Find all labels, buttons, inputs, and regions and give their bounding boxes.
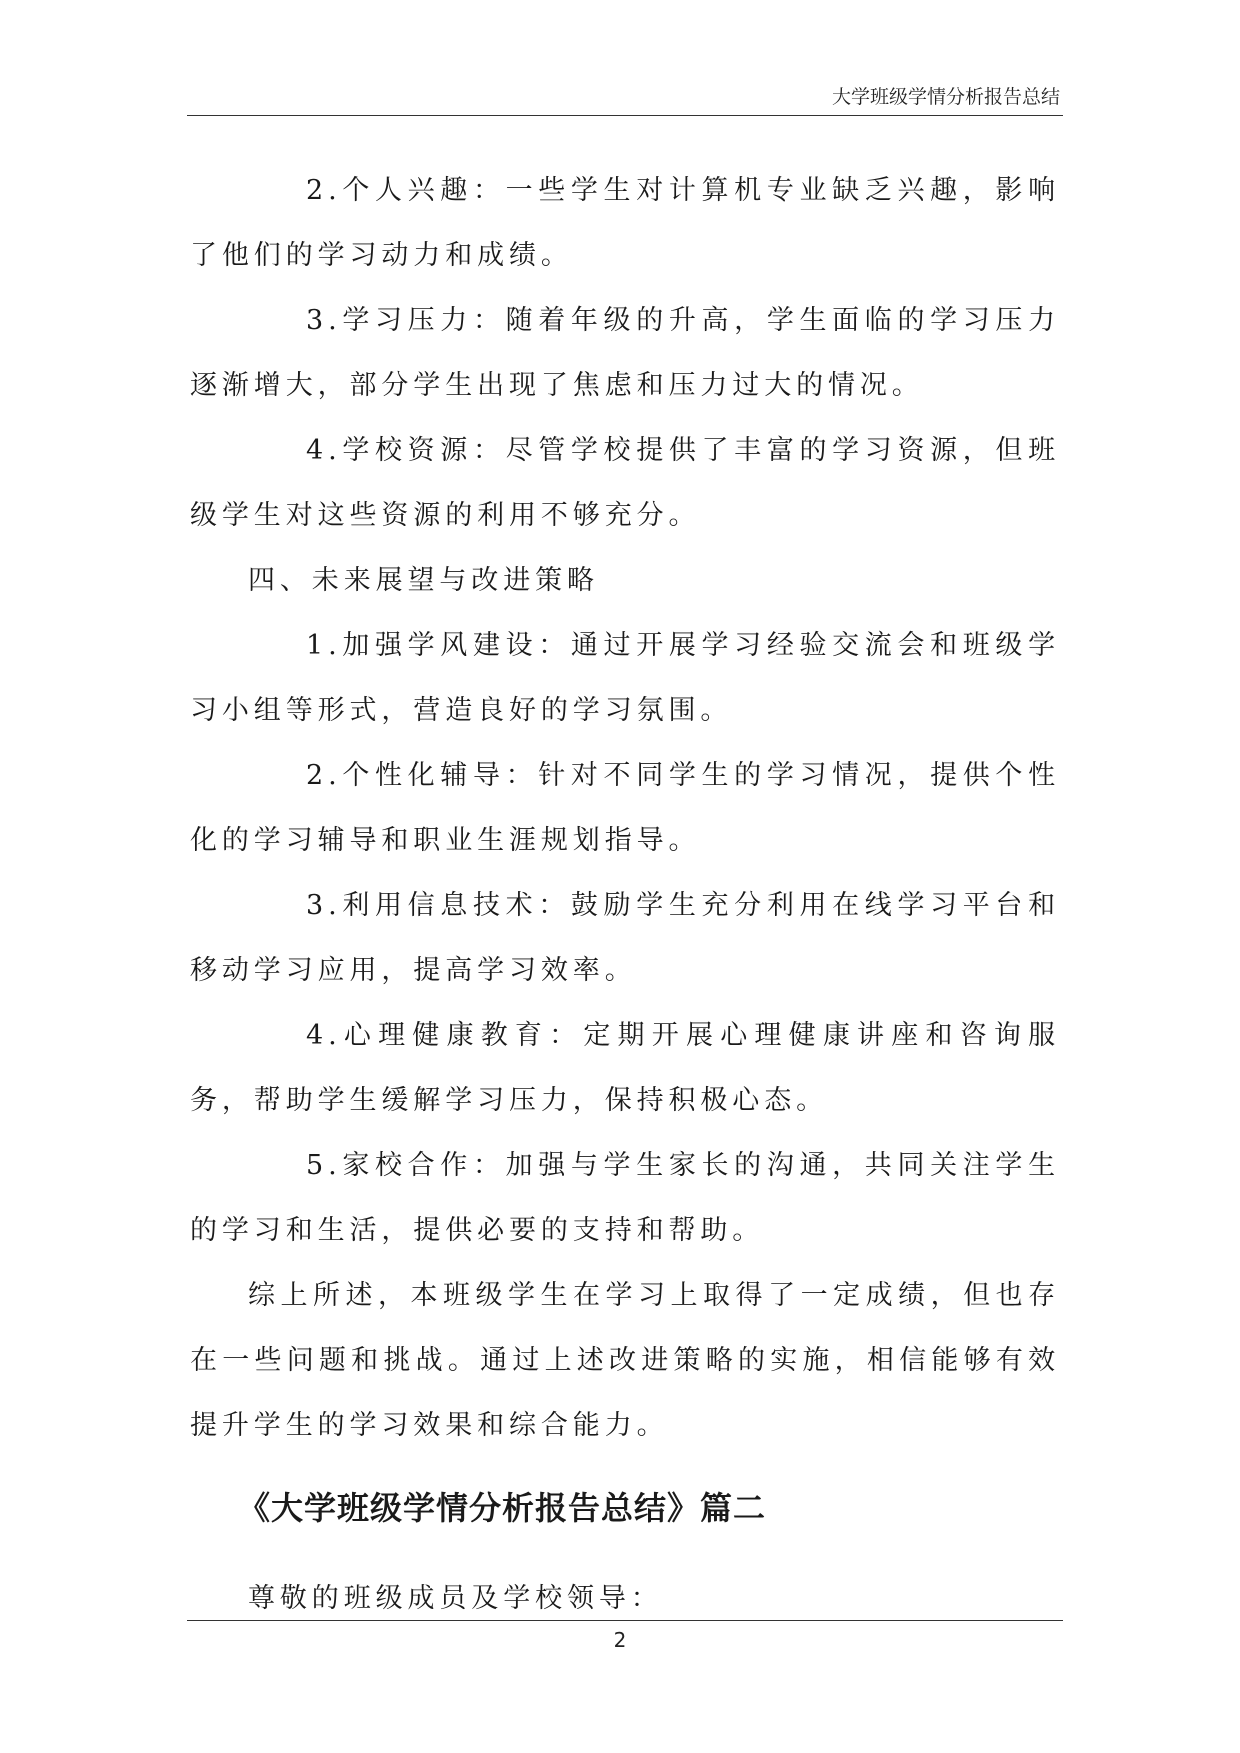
paragraph-study-atmosphere: 1.加强学风建设：通过开展学习经验交流会和班级学习小组等形式，营造良好的学习氛围。 [190, 630, 1060, 726]
paragraph-conclusion: 综上所述，本班级学生在学习上取得了一定成绩，但也存在一些问题和挑战。通过上述改进策略的实施，相信能够有效提升学生的学习效果和综合能力。 [190, 1280, 1060, 1441]
paragraph-school-resources: 4.学校资源：尽管学校提供了丰富的学习资源，但班级学生对这些资源的利用不够充分。 [190, 435, 1060, 531]
section-title-part-two: 《大学班级学情分析报告总结》篇二 [238, 1489, 767, 1527]
running-header-title: 大学班级学情分析报告总结 [831, 86, 1060, 108]
section-heading-future-outlook: 四、未来展望与改进策略 [248, 565, 599, 596]
paragraph-study-pressure: 3.学习压力：随着年级的升高，学生面临的学习压力逐渐增大，部分学生出现了焦虑和压力过大的情况。 [190, 305, 1060, 401]
footer-rule [187, 1620, 1063, 1621]
paragraph-personal-interest: 2.个人兴趣：一些学生对计算机专业缺乏兴趣，影响了他们的学习动力和成绩。 [190, 175, 1060, 271]
header-rule [187, 115, 1063, 116]
paragraph-home-school: 5.家校合作：加强与学生家长的沟通，共同关注学生的学习和生活，提供必要的支持和帮助。 [190, 1150, 1060, 1246]
paragraph-mental-health: 4.心理健康教育：定期开展心理健康讲座和咨询服务，帮助学生缓解学习压力，保持积极心态。 [190, 1020, 1060, 1116]
salutation: 尊敬的班级成员及学校领导： [248, 1583, 663, 1614]
paragraph-information-technology: 3.利用信息技术：鼓励学生充分利用在线学习平台和移动学习应用，提高学习效率。 [190, 890, 1060, 986]
paragraph-personalized-tutoring: 2.个性化辅导：针对不同学生的学习情况，提供个性化的学习辅导和职业生涯规划指导。 [190, 760, 1060, 856]
page-number: 2 [613, 1628, 627, 1652]
page-body [190, 158, 1060, 1631]
